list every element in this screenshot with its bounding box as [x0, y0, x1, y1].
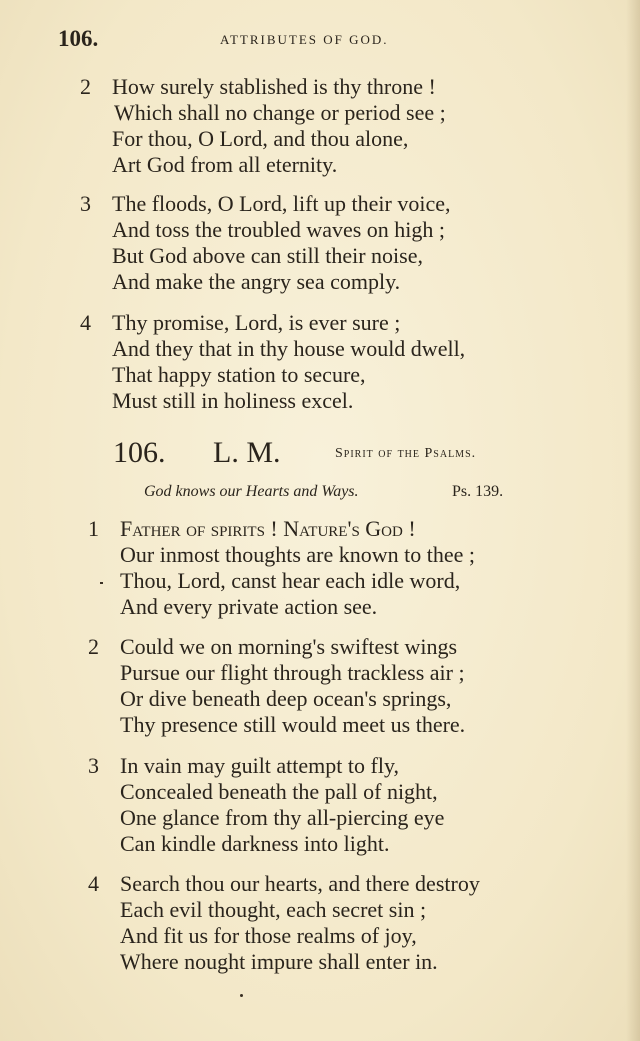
- page-number: 106.: [58, 26, 99, 51]
- hymn-heading: [113, 436, 543, 470]
- verse-line: Which shall no change or period see ;: [114, 100, 446, 125]
- verse-line: Father of spirits ! Nature's God !: [120, 516, 416, 541]
- verse-line: One glance from thy all-piercing eye: [120, 805, 445, 830]
- verse-line: Pursue our flight through trackless air ;: [120, 660, 465, 685]
- verse-line: And every private action see.: [120, 594, 378, 619]
- stanza-number: 2: [88, 634, 99, 659]
- verse-line: And they that in thy house would dwell,: [112, 336, 466, 361]
- hymn-number: 106.: [113, 436, 166, 469]
- hymn-topic: God knows our Hearts and Ways.: [144, 483, 359, 500]
- verse-line: Search thou our hearts, and there destroy: [120, 871, 480, 896]
- verse-line: For thou, O Lord, and thou alone,: [112, 126, 409, 151]
- stanza-lines: [120, 634, 465, 738]
- verse-line: Thy presence still would meet us there.: [120, 712, 466, 737]
- hymn-source: Spirit of the Psalms.: [335, 446, 477, 461]
- verse-line: Or dive beneath deep ocean's springs,: [120, 686, 452, 711]
- stanza-lines: [120, 871, 480, 975]
- hymn-subtitle: [144, 483, 504, 501]
- verse-line: Must still in holiness excel.: [112, 388, 354, 413]
- verse-line: And toss the troubled waves on high ;: [112, 217, 446, 242]
- stanza-lines: [112, 191, 450, 295]
- verse-line: Our inmost thoughts are known to thee ;: [120, 542, 476, 567]
- hymn-meter: L. M.: [213, 436, 281, 469]
- verse-line: How surely stablished is thy throne !: [112, 74, 436, 99]
- verse-line: But God above can still their noise,: [112, 243, 423, 268]
- ink-speck: [100, 582, 103, 584]
- verse-line: That happy station to secure,: [112, 362, 366, 387]
- stanza-lines: [120, 516, 475, 620]
- stanza-number: 1: [88, 516, 99, 541]
- stanza-number: 3: [80, 191, 91, 216]
- verse-line: Where nought impure shall enter in.: [120, 949, 438, 974]
- verse-line: Concealed beneath the pall of night,: [120, 779, 438, 804]
- ink-dot: [240, 994, 243, 997]
- scripture-reference: Ps. 139.: [452, 483, 504, 500]
- stanza-lines: [120, 753, 444, 857]
- verse-line: In vain may guilt attempt to fly,: [120, 753, 400, 778]
- verse-line: Each evil thought, each secret sin ;: [120, 897, 427, 922]
- stanza-number: 4: [88, 871, 99, 896]
- stanza-number: 2: [80, 74, 91, 99]
- stanza-number: 4: [80, 310, 91, 335]
- stanza-number: 3: [88, 753, 99, 778]
- page-header: [58, 26, 538, 50]
- verse-line: Can kindle darkness into light.: [120, 831, 390, 856]
- verse-line: And make the angry sea comply.: [112, 269, 401, 294]
- stanza-lines: [112, 74, 446, 178]
- verse-line: Thou, Lord, canst hear each idle word,: [120, 568, 461, 593]
- verse-line: The floods, O Lord, lift up their voice,: [112, 191, 451, 216]
- verse-line: And fit us for those realms of joy,: [120, 923, 417, 948]
- stanza-lines: [112, 310, 465, 414]
- running-title: ATTRIBUTES OF GOD.: [220, 32, 389, 47]
- verse-line: Could we on morning's swiftest wings: [120, 634, 458, 659]
- page-edge-shadow: [626, 0, 640, 1041]
- verse-line: Thy promise, Lord, is ever sure ;: [112, 310, 401, 335]
- verse-line: Art God from all eternity.: [112, 152, 338, 177]
